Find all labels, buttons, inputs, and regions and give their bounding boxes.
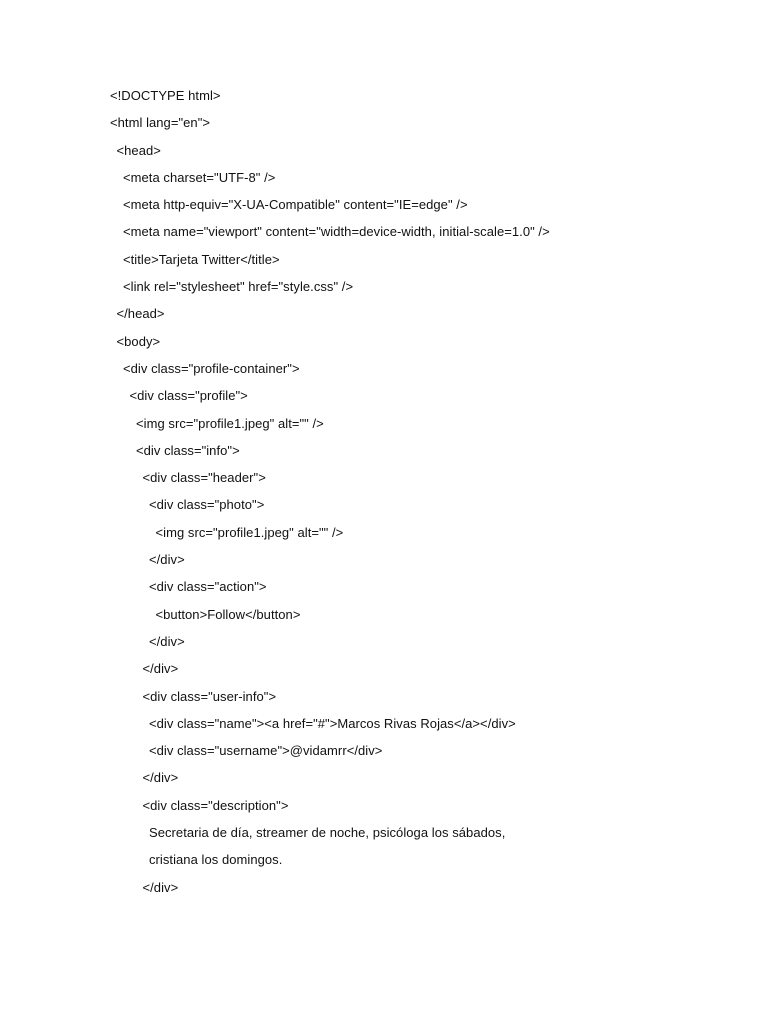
code-line: <div class="info">	[136, 442, 240, 458]
code-line: <div class="header">	[142, 470, 266, 486]
code-line: <div class="username">@vidamrr</div>	[149, 743, 383, 759]
code-line: <div class="profile">	[129, 388, 248, 404]
code-line: <div class="name"><a href="#">Marcos Rivas Rojas</a></div>	[149, 715, 516, 731]
code-listing	[110, 82, 730, 901]
code-line: <body>	[116, 333, 161, 349]
code-line: <head>	[116, 142, 161, 158]
code-line: <!DOCTYPE html>	[110, 88, 221, 103]
code-line: <meta name="viewport" content="width=device-width, initial-scale=1.0" />	[123, 224, 550, 240]
code-line: </div>	[142, 879, 179, 895]
code-line: <img src="profile1.jpeg" alt="" />	[155, 524, 344, 540]
code-line: <html lang="en">	[110, 115, 211, 131]
code-line: <title>Tarjeta Twitter</title>	[123, 251, 280, 267]
code-line: <div class="action">	[149, 579, 267, 595]
code-line: </head>	[116, 306, 165, 322]
code-line: <link rel="stylesheet" href="style.css" />	[123, 279, 354, 295]
code-line: </div>	[142, 770, 179, 786]
code-line: </div>	[142, 661, 179, 677]
code-line: </div>	[149, 552, 185, 568]
code-line: <img src="profile1.jpeg" alt="" />	[136, 415, 324, 431]
code-line: </div>	[149, 633, 185, 649]
code-line: <div class="photo">	[149, 497, 265, 513]
code-line: <div class="user-info">	[142, 688, 277, 704]
code-line: cristiana los domingos.	[149, 852, 283, 868]
code-line: Secretaria de día, streamer de noche, psicóloga los sábados,	[149, 825, 506, 841]
code-line: <meta http-equiv="X-UA-Compatible" content="IE=edge" />	[123, 197, 468, 213]
code-line: <div class="description">	[142, 797, 289, 813]
code-line: <div class="profile-container">	[123, 360, 300, 376]
code-line: <meta charset="UTF-8" />	[123, 169, 276, 185]
code-line: <button>Follow</button>	[155, 606, 301, 622]
